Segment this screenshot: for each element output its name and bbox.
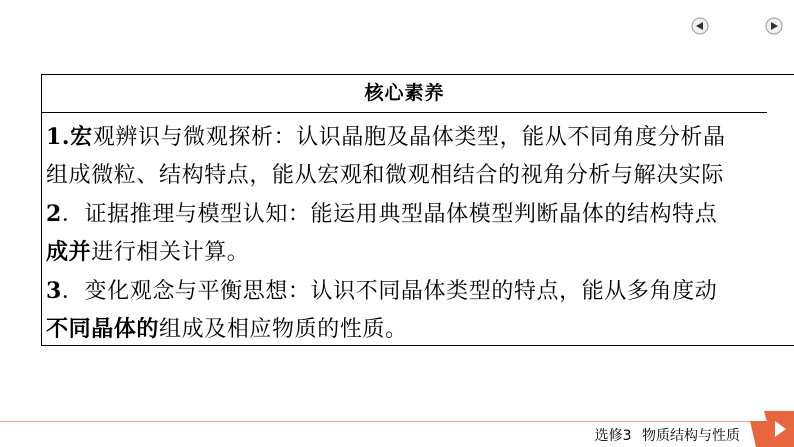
right-arrow-circle-icon[interactable] xyxy=(764,16,784,36)
left-arrow-circle-icon[interactable] xyxy=(690,16,710,36)
line-text: 进行相关计算。 xyxy=(91,239,250,265)
footer-caption xyxy=(595,425,740,445)
text-line xyxy=(46,272,794,311)
panel-body xyxy=(42,113,794,346)
line-text: 观辨识与微观探析：认识晶胞及晶体类型，能从不同角度分析晶 xyxy=(92,125,726,150)
text-line xyxy=(46,311,794,347)
line-text: ．变化观念与平衡思想：认识不同晶体类型的特点，能从多角度动 xyxy=(61,279,718,304)
bold-text: 宏 xyxy=(70,125,93,150)
item-number: 3 xyxy=(46,278,62,304)
text-line xyxy=(46,195,794,234)
line-text: 组成微粒、结构特点，能从宏观和微观相结合的视角分析与解决实际 xyxy=(46,162,725,188)
footer-divider xyxy=(0,421,794,422)
item-number: 1. xyxy=(46,124,71,150)
subject-label: 物质结构与性质 xyxy=(642,428,740,444)
next-page-arrow-icon[interactable] xyxy=(750,411,794,447)
panel-title: 核心素养 xyxy=(42,75,767,113)
course-label: 选修3 xyxy=(594,428,632,444)
core-literacy-panel xyxy=(41,74,794,346)
text-line xyxy=(46,234,794,273)
bold-text: 不同晶体的 xyxy=(46,316,160,342)
text-line xyxy=(46,118,794,157)
item-number: 2 xyxy=(46,201,62,227)
line-text: 组成及相应物质的性质。 xyxy=(159,316,408,342)
bold-text: 成并 xyxy=(46,239,92,265)
text-line xyxy=(46,157,794,196)
line-text: ．证据推理与模型认知：能运用典型晶体模型判断晶体的结构特点 xyxy=(61,202,718,227)
